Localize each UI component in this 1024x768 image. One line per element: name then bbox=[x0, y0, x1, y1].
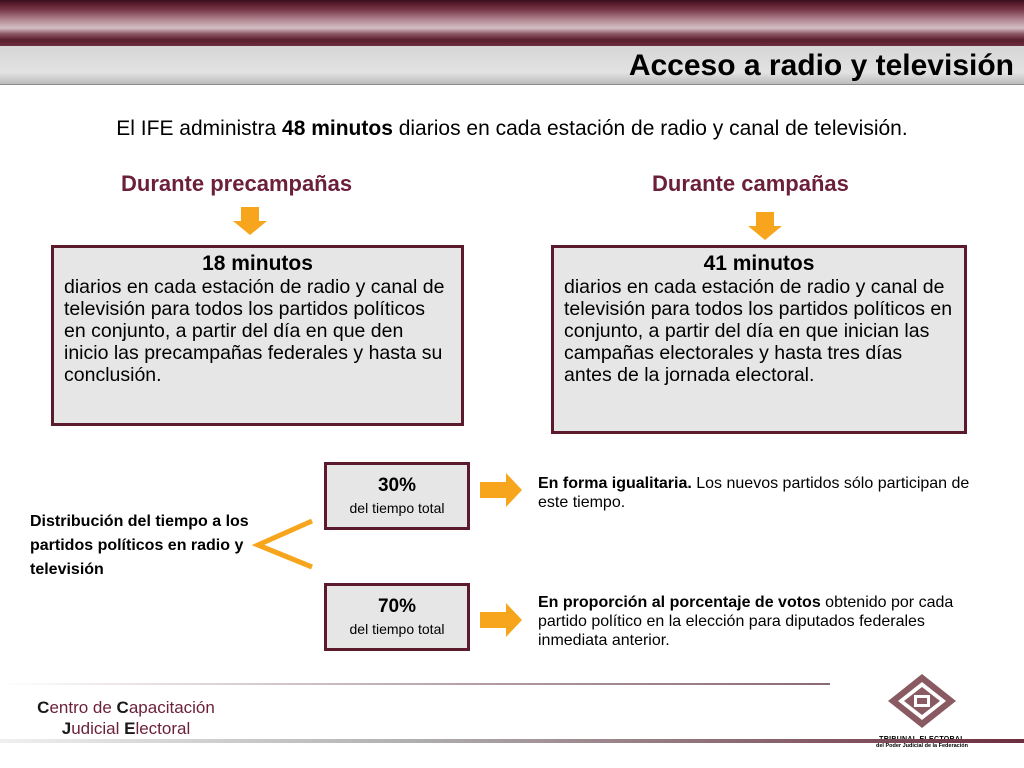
share-value: 70% bbox=[377, 596, 417, 617]
tribunal-logo-icon bbox=[862, 673, 982, 729]
tribunal-logo bbox=[862, 673, 982, 749]
org-initial: C bbox=[116, 698, 129, 717]
split-chevron-icon bbox=[250, 515, 316, 571]
down-arrow-icon bbox=[748, 212, 782, 240]
org-name bbox=[10, 697, 242, 739]
org-word: lectoral bbox=[135, 719, 191, 738]
footer-divider bbox=[0, 683, 830, 685]
org-initial: E bbox=[124, 719, 136, 738]
intro-bold: 48 minutos bbox=[282, 117, 393, 140]
share-label: del tiempo total bbox=[349, 621, 445, 637]
org-initial: C bbox=[37, 698, 50, 717]
share-desc-70 bbox=[538, 593, 978, 650]
share-desc-bold: En forma igualitaria. bbox=[538, 475, 692, 492]
share-desc-30 bbox=[538, 474, 978, 512]
distribution-label: Distribución del tiempo a los partidos políticos en radio y televisión bbox=[30, 513, 249, 578]
box-precampanas-title: 18 minutos bbox=[202, 252, 313, 275]
share-label: del tiempo total bbox=[349, 500, 445, 516]
intro-before: El IFE administra bbox=[116, 117, 283, 140]
org-word: udicial bbox=[71, 719, 125, 738]
org-initial: J bbox=[61, 719, 72, 738]
heading-campanas: Durante campañas bbox=[652, 171, 849, 196]
right-arrow-icon bbox=[480, 473, 522, 507]
share-box-70 bbox=[324, 583, 470, 651]
share-value: 30% bbox=[377, 475, 417, 496]
logo-line2: del Poder Judicial de la Federación bbox=[875, 743, 968, 749]
header-band bbox=[0, 0, 1024, 46]
box-campanas-title: 41 minutos bbox=[703, 252, 815, 275]
share-desc-bold: En proporción al porcentaje de votos bbox=[538, 594, 821, 611]
slide-title: Acceso a radio y televisión bbox=[628, 49, 1014, 82]
intro-text bbox=[0, 117, 1024, 141]
box-campanas-text: diarios en cada estación de radio y canal de televisión para todos los partidos políticos en conjunto, a partir del día en que inician las campañas electorales y hasta tres días antes de la jornada electoral. bbox=[564, 276, 953, 386]
share-box-30 bbox=[324, 462, 470, 530]
box-campanas bbox=[551, 245, 967, 434]
box-precampanas-text: diarios en cada estación de radio y canal de televisión para todos los partidos políticos en conjunto, a partir del día en que den inicio las precampañas federales y hasta su conclusión. bbox=[64, 276, 445, 386]
footer-bar bbox=[0, 739, 1024, 743]
heading-precampanas: Durante precampañas bbox=[121, 171, 353, 196]
right-arrow-icon bbox=[480, 603, 522, 637]
org-word: entro de bbox=[49, 698, 117, 717]
down-arrow-icon bbox=[233, 207, 267, 235]
share-desc-rest: obtenido por cada partido político en la elección para diputados federales inmediata anterior. bbox=[538, 594, 954, 649]
intro-after: diarios en cada estación de radio y canal de televisión. bbox=[392, 117, 908, 140]
org-word: apacitación bbox=[128, 698, 215, 717]
box-precampanas bbox=[51, 245, 464, 426]
share-desc-rest: Los nuevos partidos sólo participan de este tiempo. bbox=[538, 475, 970, 511]
